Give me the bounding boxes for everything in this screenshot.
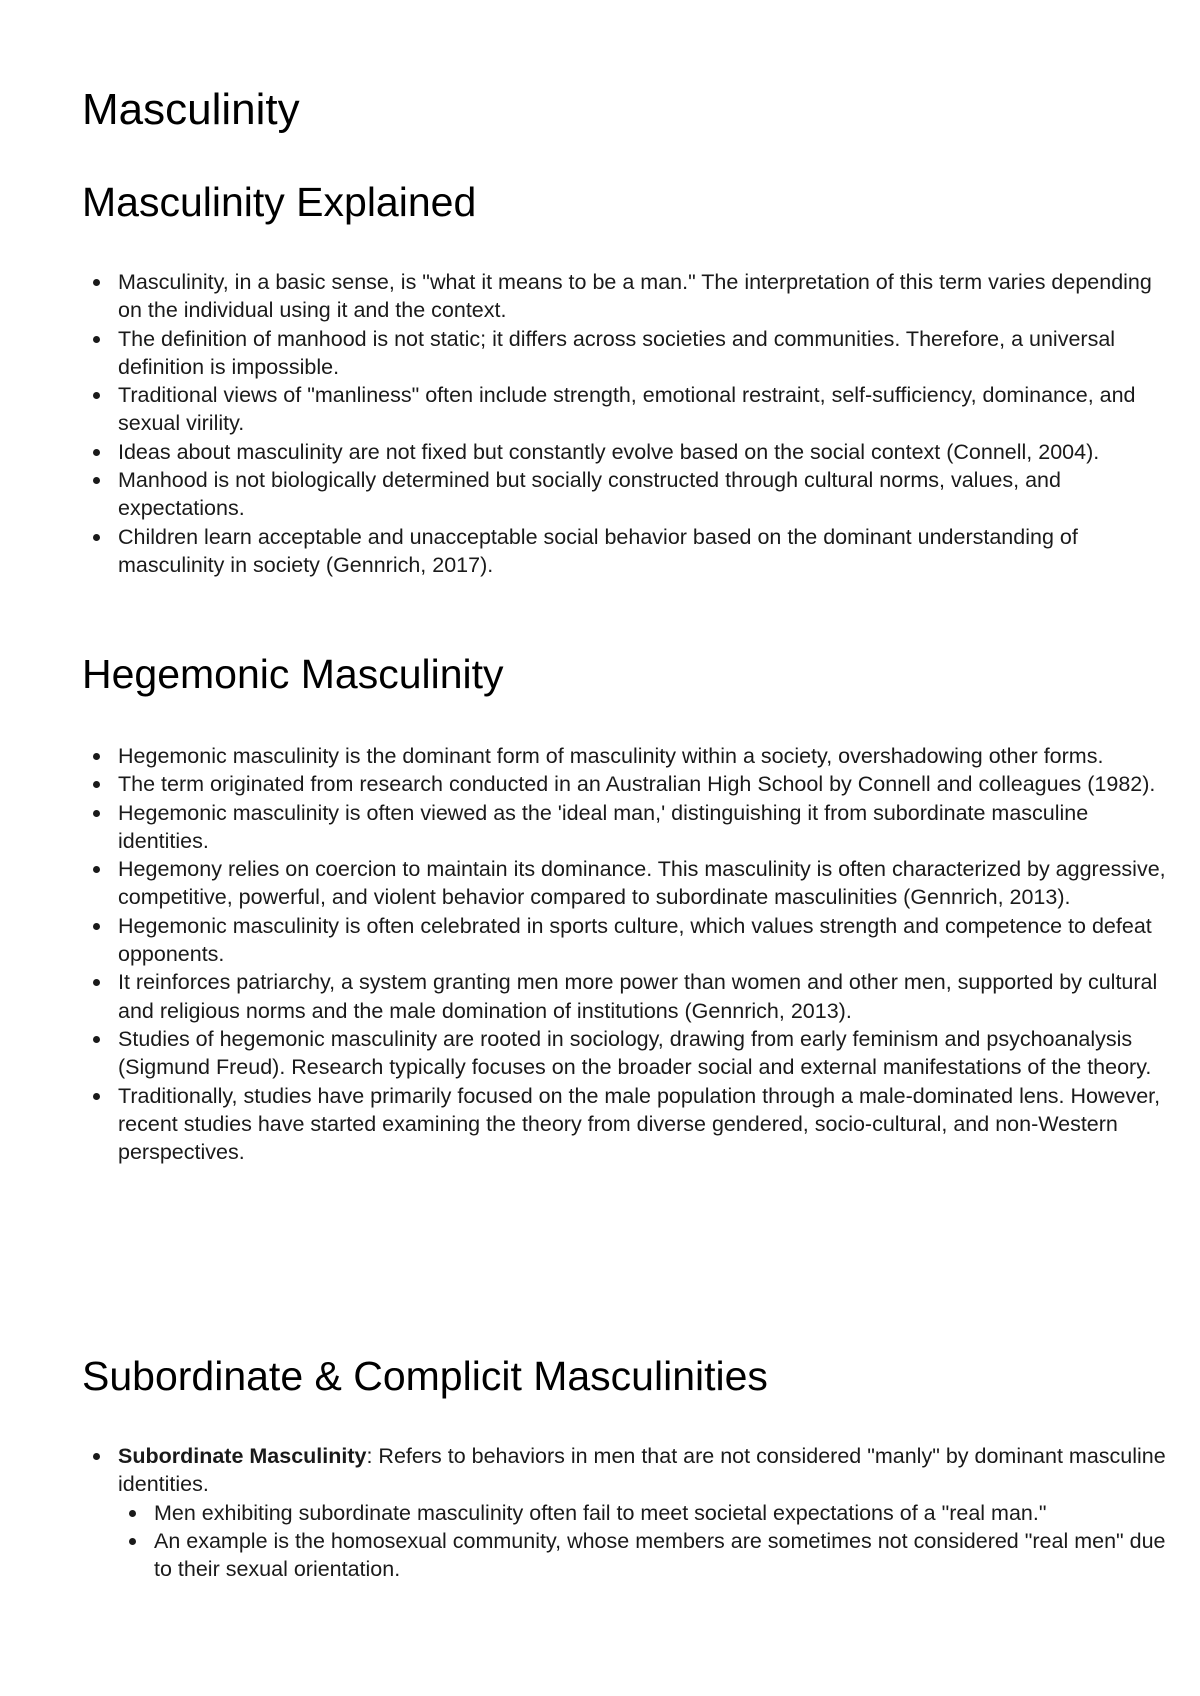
section-heading-hegemonic-masculinity: Hegemonic Masculinity	[82, 651, 504, 697]
bullet-list-subordinate-complicit	[82, 1442, 1178, 1583]
list-item: The definition of manhood is not static; it differs across societies and communities. Therefore, a universal definition is impossible.	[118, 325, 1178, 382]
list-item: Hegemonic masculinity is often viewed as the 'ideal man,' distinguishing it from subordinate masculine identities.	[118, 799, 1178, 856]
section-heading-subordinate-complicit: Subordinate & Complicit Masculinities	[82, 1353, 768, 1399]
bullet-list-masculinity-explained	[82, 268, 1178, 579]
section-heading-masculinity-explained: Masculinity Explained	[82, 179, 477, 225]
list-item: Children learn acceptable and unacceptable social behavior based on the dominant understanding of masculinity in society (Gennrich, 2017).	[118, 523, 1178, 580]
sub-list-item: Men exhibiting subordinate masculinity often fail to meet societal expectations of a "real man."	[154, 1499, 1178, 1527]
list-item: Traditionally, studies have primarily focused on the male population through a male-dominated lens. However, recent studies have started examining the theory from diverse gendered, socio-cultural, and non-Western perspectives.	[118, 1082, 1178, 1167]
sub-list-item: An example is the homosexual community, whose members are sometimes not considered "real men" due to their sexual orientation.	[154, 1527, 1178, 1584]
list-item	[118, 1442, 1178, 1583]
sub-bullet-list	[118, 1499, 1178, 1584]
list-item: The term originated from research conducted in an Australian High School by Connell and colleagues (1982).	[118, 770, 1178, 798]
list-item: Traditional views of "manliness" often include strength, emotional restraint, self-sufficiency, dominance, and sexual virility.	[118, 381, 1178, 438]
list-item: Hegemony relies on coercion to maintain its dominance. This masculinity is often characterized by aggressive, competitive, powerful, and violent behavior compared to subordinate masculinities (Gennrich, 2013).	[118, 855, 1178, 912]
document-title: Masculinity	[82, 85, 300, 134]
list-item: Ideas about masculinity are not fixed but constantly evolve based on the social context (Connell, 2004).	[118, 438, 1178, 466]
list-item: Studies of hegemonic masculinity are rooted in sociology, drawing from early feminism and psychoanalysis (Sigmund Freud). Research typically focuses on the broader social and external manifestations of the theory.	[118, 1025, 1178, 1082]
term-label: Subordinate Masculinity	[118, 1444, 367, 1468]
list-item: It reinforces patriarchy, a system granting men more power than women and other men, supported by cultural and religious norms and the male domination of institutions (Gennrich, 2013).	[118, 968, 1178, 1025]
list-item: Hegemonic masculinity is the dominant form of masculinity within a society, overshadowing other forms.	[118, 742, 1178, 770]
list-item: Hegemonic masculinity is often celebrated in sports culture, which values strength and competence to defeat opponents.	[118, 912, 1178, 969]
list-item: Masculinity, in a basic sense, is "what it means to be a man." The interpretation of this term varies depending on the individual using it and the context.	[118, 268, 1178, 325]
list-item: Manhood is not biologically determined but socially constructed through cultural norms, values, and expectations.	[118, 466, 1178, 523]
bullet-list-hegemonic-masculinity	[82, 742, 1178, 1166]
term-definition: : Refers to behaviors in men that are not considered "manly" by dominant masculine identities.	[118, 1444, 1166, 1497]
